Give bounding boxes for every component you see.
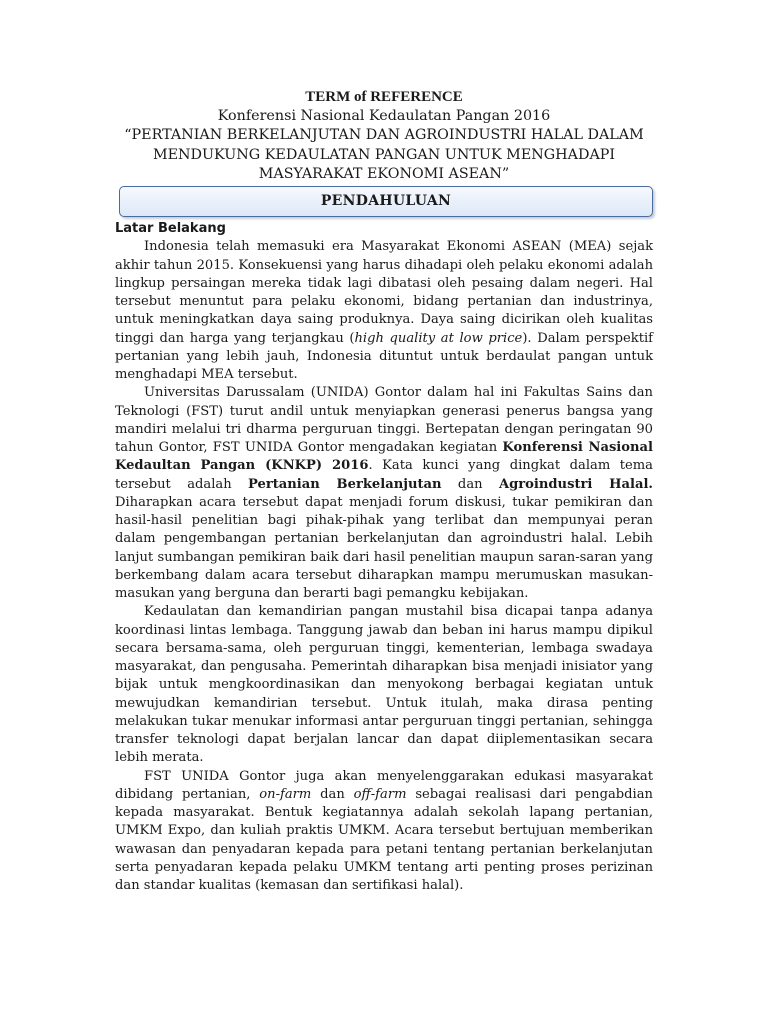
p2-bold-2: Pertanian Berkelanjutan bbox=[248, 476, 442, 492]
paragraph-2 bbox=[115, 384, 653, 603]
subheading: Latar Belakang bbox=[115, 221, 226, 236]
p2-text-1: Universitas Darussalam (UNIDA) Gontor dalam hal ini Fakultas Sains dan Teknologi (FST) turut andil untuk menyiapkan generasi penerus bangsa yang mandiri melalui tri dharma perguruan tinggi. Bertepatan dengan peringatan 90 tahun Gontor, FST UNIDA Gontor mengadakan kegiatan bbox=[115, 385, 653, 455]
p3-text-1: Kedaulatan dan kemandirian pangan mustahil bisa dicapai tanpa adanya koordinasi lintas lembaga. Tanggung jawab dan beban ini harus mampu dipikul secara bersama-sama, oleh perguruan tinggi, kementerian, lembaga swadaya masyarakat, dan pengusaha. Pemerintah diharapkan bisa menjadi inisiator yang bijak untuk mengkoordinasikan dan menyokong berbagai kegiatan untuk mewujudkan kemandirian tersebut. Untuk itulah, maka dirasa penting melakukan tukar menukar informasi antar perguruan tinggi pertanian, sehingga transfer teknologi dapat berjalan lancar dan dapat diiplementasikan secara lebih merata. bbox=[115, 604, 653, 766]
p1-italic-1: high quality at low price bbox=[354, 330, 523, 346]
p2-bold-1: Konferensi Nasional Kedaultan Pangan (KNKP) 2016 bbox=[115, 440, 653, 474]
event-name: Konferensi Nasional Kedaulatan Pangan 2016 bbox=[217, 108, 551, 125]
p4-italic-2: off-farm bbox=[353, 786, 407, 802]
paragraph-1 bbox=[115, 238, 653, 384]
p1-text-2: ). Dalam perspektif pertanian yang lebih jauh, Indonesia dituntut untuk berdaulat pangan untuk menghadapi MEA tersebut. bbox=[115, 330, 654, 382]
paragraph-3 bbox=[115, 603, 653, 767]
p2-bold-3: Agroindustri Halal. bbox=[498, 476, 653, 492]
document-body bbox=[115, 220, 653, 895]
theme-line-3: MASYARAKAT EKONOMI ASEAN” bbox=[258, 165, 510, 182]
p1-text-1: Indonesia telah memasuki era Masyarakat Ekonomi ASEAN (MEA) sejak akhir tahun 2015. Konsekuensi yang harus dihadapi oleh pelaku ekonomi adalah lingkup persaingan mereka tidak lagi dibatasi oleh pesaing dalam negeri. Hal tersebut menuntut para pelaku ekonomi, bidang pertanian dan industrinya, untuk meningkatkan daya saing produknya. Daya saing dicirikan oleh kualitas tinggi dan harga yang terjangkau ( bbox=[115, 239, 653, 346]
p4-text-3: sebagai realisasi dari pengabdian kepada masyarakat. Bentuk kegiatannya adalah sekolah lapang pertanian, UMKM Expo, dan kuliah praktis UMKM. Acara tersebut bertujuan memberikan wawasan dan penyadaran kepada para petani tentang pertanian berkelanjutan serta penyadaran kepada pelaku UMKM tentang arti penting proses perizinan dan standar kualitas (kemasan dan sertifikasi halal). bbox=[115, 786, 653, 893]
p2-text-2: . Kata kunci yang dingkat dalam tema tersebut adalah bbox=[115, 458, 653, 492]
paragraph-4 bbox=[115, 768, 653, 896]
document-header bbox=[115, 88, 653, 184]
p2-text-3: dan bbox=[441, 476, 499, 492]
p4-text-2: dan bbox=[311, 786, 354, 802]
p2-text-4: Diharapkan acara tersebut dapat menjadi forum diskusi, tukar pemikiran dan hasil-hasil penelitian bagi pihak-pihak yang terlibat dan mempunyai peran dalam pengembangan pertanian berkelanjutan dan agroindustri halal. Lebih lanjut sumbangan pemikiran baik dari hasil penelitian maupun saran-saran yang berkembang dalam acara tersebut diharapkan mampu merumuskan masukan-masukan yang berguna dan berarti bagi pemangku kebijakan. bbox=[115, 494, 653, 601]
p4-text-1: FST UNIDA Gontor juga akan menyelenggarakan edukasi masyarakat dibidang pertanian, bbox=[115, 768, 653, 802]
p4-italic-1: on-farm bbox=[259, 786, 312, 802]
theme-line-1: “PERTANIAN BERKELANJUTAN DAN AGROINDUSTRI HALAL DALAM bbox=[124, 127, 644, 144]
doc-type-title: TERM of REFERENCE bbox=[305, 89, 463, 105]
section-banner: PENDAHULUAN bbox=[119, 186, 653, 217]
theme-line-2: MENDUKUNG KEDAULATAN PANGAN UNTUK MENGHADAPI bbox=[152, 146, 616, 163]
